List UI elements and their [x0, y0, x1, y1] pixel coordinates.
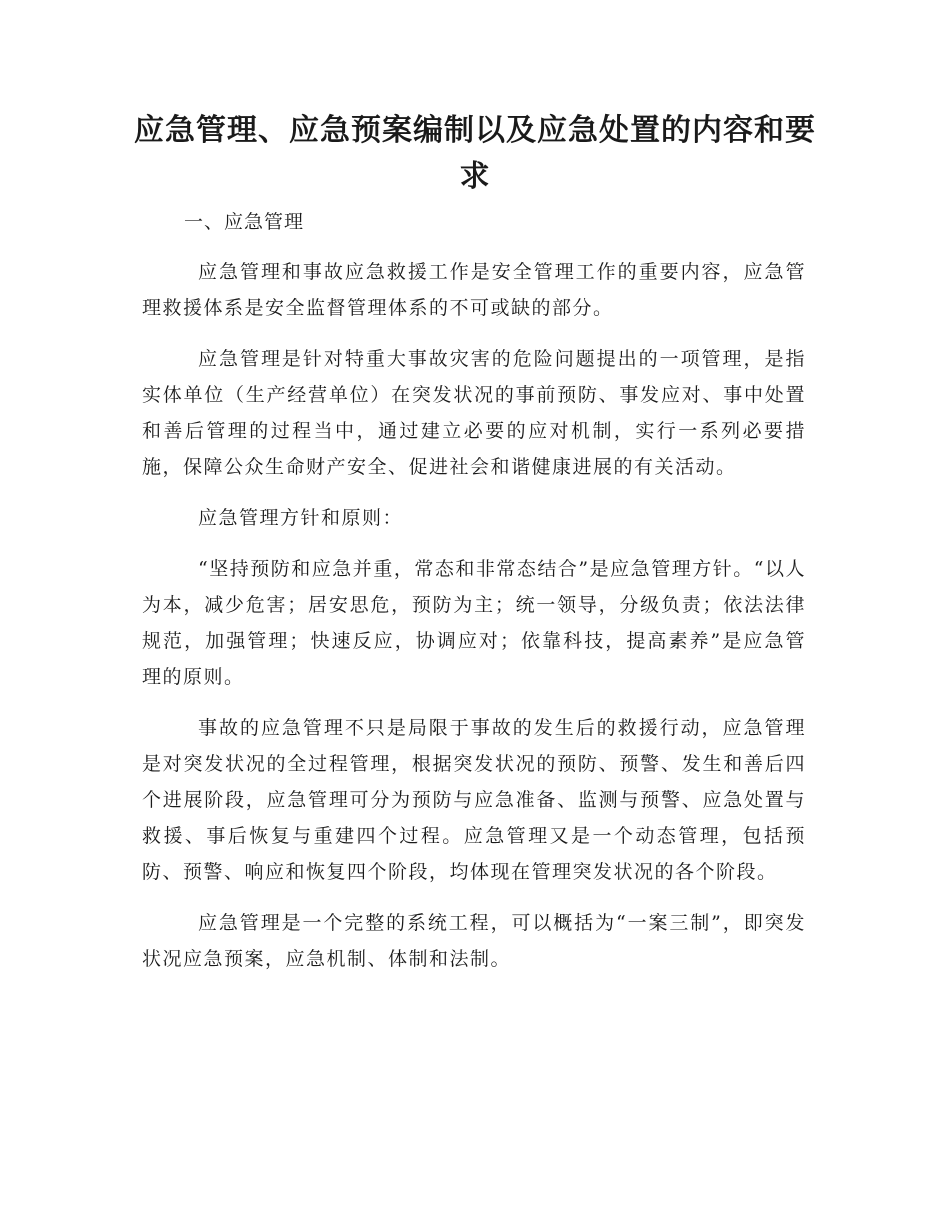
section-heading: 一、应急管理	[184, 211, 305, 233]
paragraph-6: 应急管理是一个完整的系统工程，可以概括为“一案三制”，即突发状况应急预案，应急机制、体制和法制。	[142, 912, 806, 970]
document-body	[142, 202, 806, 992]
paragraph-1: 应急管理和事故应急救援工作是安全管理工作的重要内容，应急管理救援体系是安全监督管理体系的不可或缺的部分。	[142, 261, 806, 319]
paragraph-3: 应急管理方针和原则：	[198, 507, 404, 529]
paragraph-5: 事故的应急管理不只是局限于事故的发生后的救援行动，应急管理是对突发状况的全过程管理，根据突发状况的预防、预警、发生和善后四个进展阶段，应急管理可分为预防与应急准备、监测与预警、应急处置与救援、事后恢复与重建四个过程。应急管理又是一个动态管理，包括预防、预警、响应和恢复四个阶段，均体现在管理突发状况的各个阶段。	[142, 717, 806, 883]
document-title: 应急管理、应急预案编制以及应急处置的内容和要求	[134, 113, 816, 194]
paragraph-4: “坚持预防和应急并重，常态和非常态结合”是应急管理方针。“以人为本，减少危害；居安思危，预防为主；统一领导，分级负责；依法法律规范，加强管理；快速反应，协调应对；依靠科技，提高素养”是应急管理的原则。	[142, 558, 806, 688]
paragraph-2: 应急管理是针对特重大事故灾害的危险问题提出的一项管理，是指实体单位（生产经营单位）在突发状况的事前预防、事发应对、事中处置和善后管理的过程当中，通过建立必要的应对机制，实行一系列必要措施，保障公众生命财产安全、促进社会和谐健康进展的有关活动。	[142, 348, 806, 478]
